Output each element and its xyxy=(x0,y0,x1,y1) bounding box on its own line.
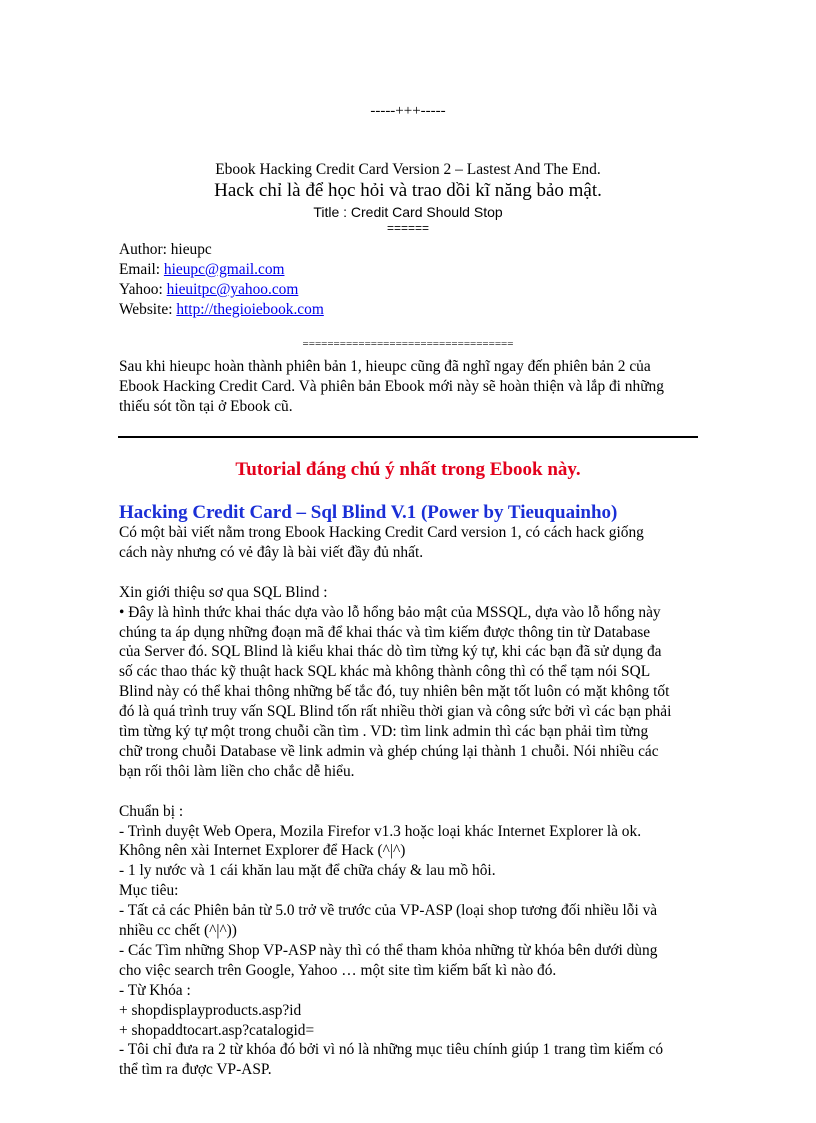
intro-line: Sau khi hieupc hoàn thành phiên bản 1, hieupc cũng đã nghĩ ngay đến phiên bản 2 của xyxy=(119,358,651,375)
tutorial-line: + shopdisplayproducts.asp?id xyxy=(119,1001,302,1019)
tutorial-line: chữ trong chuỗi Database về link admin và ghép chúng lại thành 1 chuỗi. Nói nhiều các xyxy=(119,742,659,760)
tutorial-line: thể tìm ra được VP-ASP. xyxy=(119,1061,272,1079)
tutorial-line: cách này nhưng có vẻ đây là bài viết đầy đủ nhất. xyxy=(119,543,424,561)
tutorial-line: tìm từng ký tự một trong chuỗi cần tìm . VD: tìm link admin thì các bạn phải tìm từng xyxy=(119,723,649,740)
intro-line: thiếu sót tồn tại ở Ebook cũ. xyxy=(119,398,293,415)
document-title: Title : Credit Card Should Stop xyxy=(313,204,503,220)
tutorial-line: Xin giới thiệu sơ qua SQL Blind : xyxy=(119,583,328,601)
tutorial-line: đó là quá trình truy vấn SQL Blind tốn rất nhiều thời gian và công sức bởi vì các bạn phải xyxy=(119,703,672,721)
tutorial-heading: Tutorial đáng chú ý nhất trong Ebook này. xyxy=(235,459,581,480)
tutorial-line: - Trình duyệt Web Opera, Mozila Firefor v1.3 hoặc loại khác Internet Explorer là ok. xyxy=(119,822,642,840)
website-line xyxy=(119,301,324,319)
yahoo-link[interactable]: hieuitpc@yahoo.com xyxy=(166,281,299,298)
website-link[interactable]: http://thegioiebook.com xyxy=(176,301,324,318)
tutorial-line: - Từ Khóa : xyxy=(119,981,191,999)
title-underline: ====== xyxy=(386,221,430,235)
tutorial-line: Chuẩn bị : xyxy=(119,802,184,820)
tutorial-line: Có một bài viết nằm trong Ebook Hacking Credit Card version 1, có cách hack giống xyxy=(119,524,644,541)
tutorial-line: - 1 ly nước và 1 cái khăn lau mặt để chữa cháy & lau mồ hôi. xyxy=(119,862,496,880)
yahoo-label: Yahoo: xyxy=(119,281,167,298)
tutorial-line: Mục tiêu: xyxy=(119,882,179,900)
author-line: Author: hieupc xyxy=(119,241,212,258)
tutorial-line: nhiều cc chết (^|^)) xyxy=(119,922,237,939)
tutorial-line: của Server đó. SQL Blind là kiểu khai thác dò tìm từng ký tự, khi các bạn đã sử dụng đa xyxy=(119,643,662,661)
ebook-subtitle: Ebook Hacking Credit Card Version 2 – Lastest And The End. xyxy=(215,161,601,178)
intro-divider: ================================== xyxy=(302,338,514,350)
horizontal-rule xyxy=(118,436,698,438)
tutorial-line: cho việc search trên Google, Yahoo … một site tìm kiếm bất kì nào đó. xyxy=(119,961,557,979)
intro-line: Ebook Hacking Credit Card. Và phiên bản Ebook mới này sẽ hoàn thiện và lắp đi những xyxy=(119,378,664,395)
email-line xyxy=(119,261,284,279)
header-separator: -----+++----- xyxy=(370,103,446,119)
tutorial-line: Không nên xài Internet Explorer để Hack (^|^) xyxy=(119,842,406,860)
yahoo-line xyxy=(119,281,298,299)
tutorial-line: bạn rối thôi làm liền cho chắc dễ hiểu. xyxy=(119,762,355,780)
tutorial-line: - Các Tìm những Shop VP-ASP này thì có thể tham khỏa những từ khóa bên dưới dùng xyxy=(119,941,658,959)
tutorial-line: chúng ta áp dụng những đoạn mã để khai thác và tìm kiếm được thông tin từ Database xyxy=(119,623,651,641)
tutorial-line: - Tất cả các Phiên bản từ 5.0 trở về trước của VP-ASP (loại shop tương đối nhiều lỗi và xyxy=(119,902,658,920)
ebook-tagline: Hack chỉ là để học hỏi và trao dồi kĩ năng bảo mật. xyxy=(214,180,602,201)
email-label: Email: xyxy=(119,261,164,278)
section-title: Hacking Credit Card – Sql Blind V.1 (Power by Tieuquainho) xyxy=(119,502,618,523)
tutorial-line: + shopaddtocart.asp?catalogid= xyxy=(119,1021,315,1039)
tutorial-line: số các thao thác kỹ thuật hack SQL khác mà không thành công thì có thể tạm nói SQL xyxy=(119,663,651,681)
tutorial-line: Blind này có thể khai thông những bế tắc đó, tuy nhiên bên mặt tốt luôn có mặt không tốt xyxy=(119,683,670,701)
tutorial-line: • Đây là hình thức khai thác dựa vào lỗ hổng bảo mật của MSSQL, dựa vào lỗ hổng này xyxy=(119,603,661,621)
website-label: Website: xyxy=(119,301,177,318)
tutorial-line: - Tôi chỉ đưa ra 2 từ khóa đó bởi vì nó là những mục tiêu chính giúp 1 trang tìm kiếm có xyxy=(119,1041,664,1059)
email-link[interactable]: hieupc@gmail.com xyxy=(163,261,285,278)
